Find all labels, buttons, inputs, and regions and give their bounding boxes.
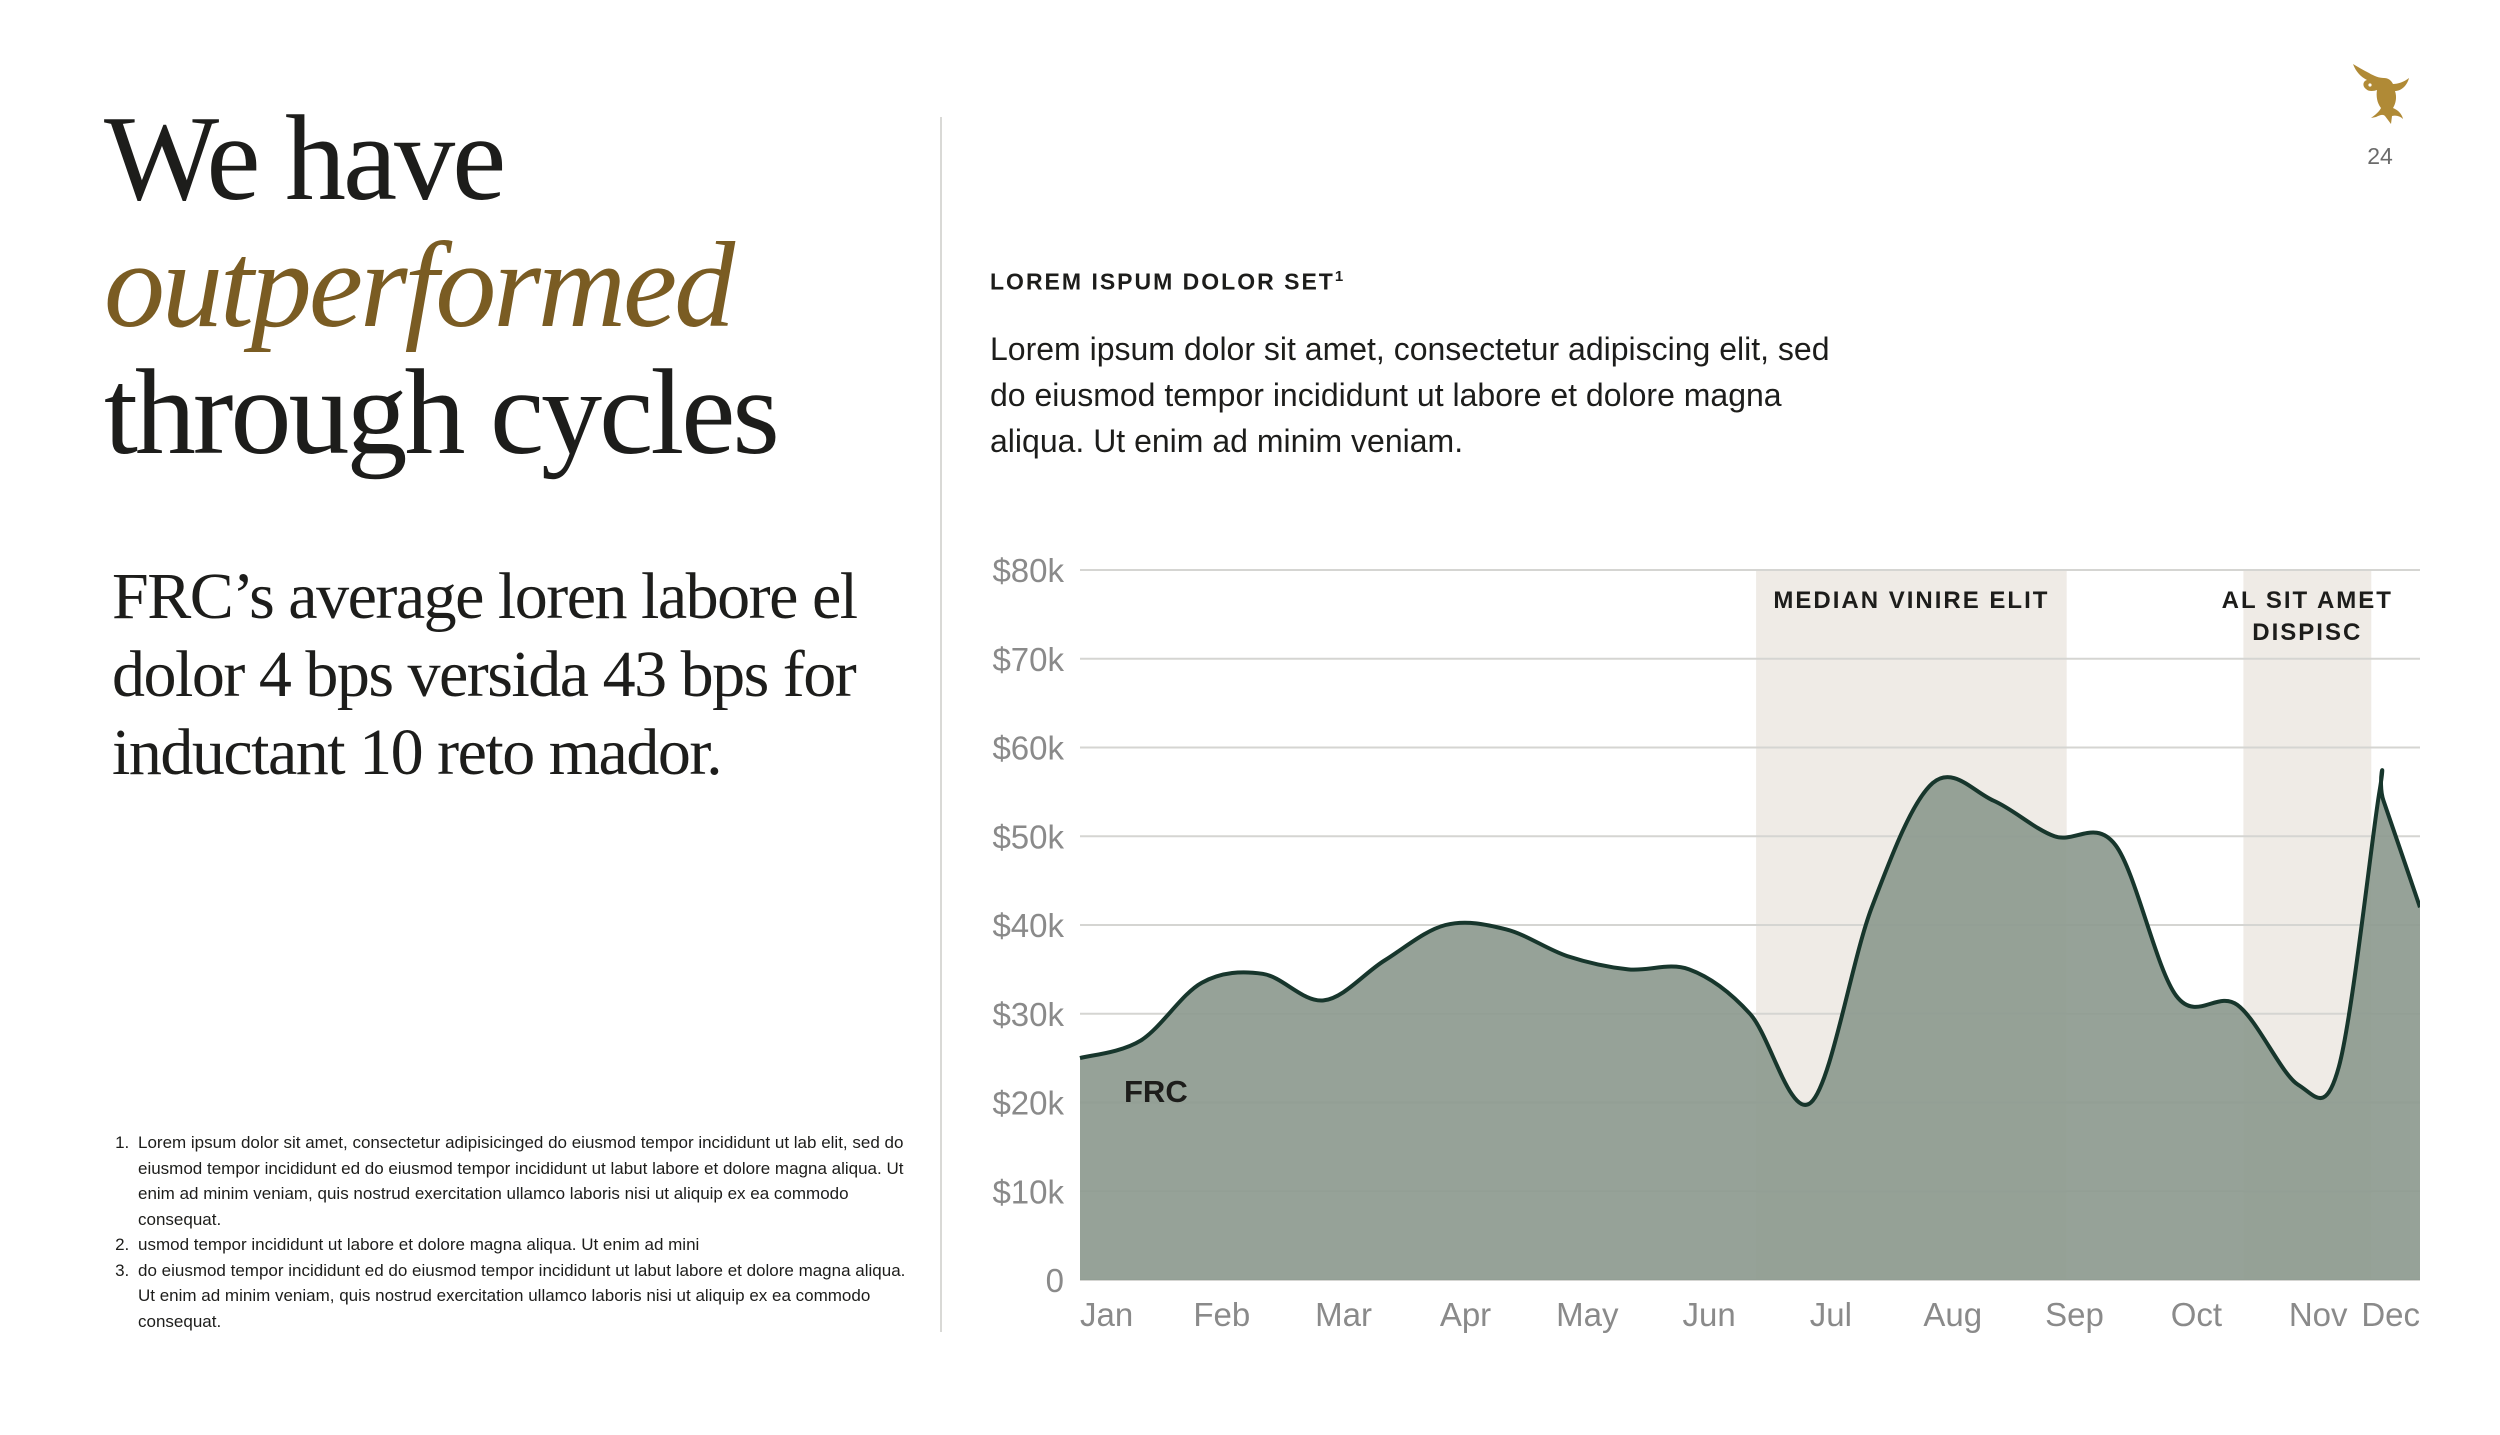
y-tick-label: 0 xyxy=(1045,1262,1064,1299)
y-tick-label: $60k xyxy=(992,729,1064,767)
footnote-3: 3. do eiusmod tempor incididunt ed do eiusmod tempor incididunt ut labut labore et dolore magna aliqua. Ut enim ad minim veniam, quis nostrud exercitation ullamco laboris nisi ut aliquip ex ea commodo consequat. xyxy=(134,1258,914,1335)
x-tick-label: Mar xyxy=(1315,1296,1373,1333)
headline-line-3: through cycles xyxy=(104,345,777,480)
shaded-region-label-line: AL SIT AMET xyxy=(2221,587,2393,614)
x-tick-label: Feb xyxy=(1193,1296,1251,1333)
y-tick-label: $30k xyxy=(992,995,1064,1033)
headline-accent: outperformed xyxy=(104,218,733,353)
x-tick-label: Oct xyxy=(2170,1296,2223,1333)
y-tick-label: $80k xyxy=(992,552,1064,589)
x-tick-label: Jun xyxy=(1682,1296,1736,1333)
shaded-region-label-1 xyxy=(1773,587,2049,614)
footnote-ref: 1 xyxy=(1334,268,1344,285)
subhead: FRC’s average loren labore el dolor 4 bps versida 43 bps for inductant 10 reto mador. xyxy=(112,560,857,789)
headline-line-1: We have xyxy=(104,91,504,226)
x-tick-label: Jan xyxy=(1080,1296,1134,1333)
eagle-icon xyxy=(2347,58,2413,128)
shaded-region-label-line: MEDIAN VINIRE ELIT xyxy=(1773,587,2050,614)
area-chart xyxy=(960,540,2420,1360)
page-number: 24 xyxy=(2367,143,2393,169)
footnote-2: 2. usmod tempor incididunt ut labore et dolore magna aliqua. Ut enim ad mini xyxy=(134,1232,914,1258)
shaded-region-label-line: DISPISC xyxy=(2252,619,2363,646)
section-label xyxy=(990,268,1343,296)
footnotes xyxy=(110,1130,914,1334)
footnote-1: 1. Lorem ipsum dolor sit amet, consectetur adipisicinged do eiusmod tempor incididunt ut lab elit, sed do eiusmod tempor incididunt ed do eiusmod tempor incididunt ut labut labore et dolore magna aliqua. Ut enim ad minim veniam, quis nostrud exercitation ullamco laboris nisi ut aliquip ex ea commodo consequat. xyxy=(134,1130,914,1232)
x-tick-label: Dec xyxy=(2361,1296,2420,1333)
y-tick-label: $40k xyxy=(992,907,1064,944)
x-tick-label: Sep xyxy=(2045,1296,2104,1333)
y-tick-label: $50k xyxy=(992,818,1064,856)
intro-paragraph: Lorem ipsum dolor sit amet, consectetur adipiscing elit, sed do eiusmod tempor incididunt ut labore et dolore magna aliqua. Ut enim ad minim veniam. xyxy=(990,331,1830,459)
section-label-text: LOREM ISPUM DOLOR SET xyxy=(990,268,1335,295)
vertical-divider xyxy=(940,117,942,1332)
x-tick-label: Aug xyxy=(1923,1296,1983,1333)
x-tick-label: Nov xyxy=(2288,1296,2348,1333)
x-tick-label: May xyxy=(1556,1296,1619,1333)
y-tick-label: $70k xyxy=(992,640,1064,678)
y-tick-label: $10k xyxy=(992,1173,1064,1211)
series-label-1: FRC xyxy=(1124,1074,1188,1109)
x-tick-label: Jul xyxy=(1809,1296,1852,1333)
series-area-1 xyxy=(1080,770,2420,1280)
x-tick-label: Apr xyxy=(1439,1296,1492,1333)
headline xyxy=(104,91,777,480)
y-tick-label: $20k xyxy=(992,1084,1064,1122)
